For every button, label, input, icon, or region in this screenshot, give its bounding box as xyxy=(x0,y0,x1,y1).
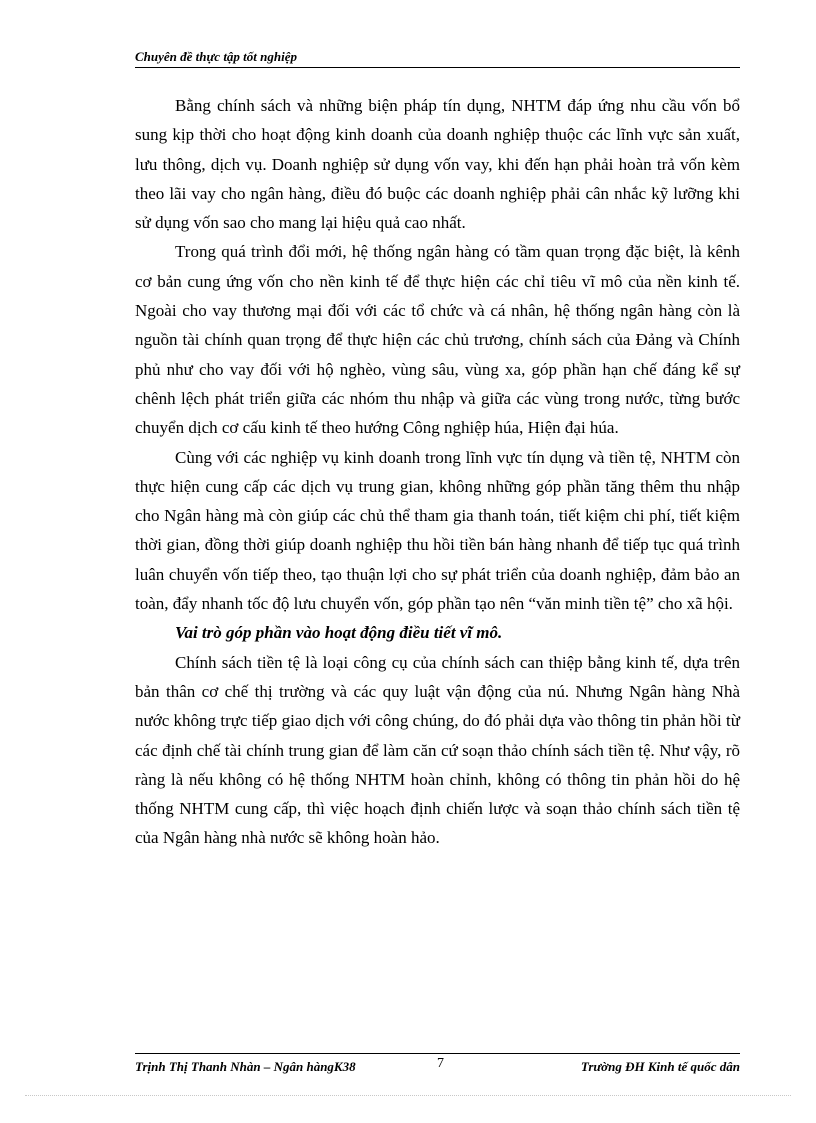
page-edge-divider xyxy=(25,1095,791,1096)
paragraph-credit-policy: Bằng chính sách và những biện pháp tín dụng, NHTM đáp ứng nhu cầu vốn bổ sung kịp thời cho hoạt động kinh doanh của doanh nghiệp thuộc các lĩnh vực sản xuất, lưu thông, dịch vụ. Doanh nghiệp sử dụng vốn vay, khi đến hạn phải hoàn trả vốn kèm theo lãi vay cho ngân hàng, điều đó buộc các doanh nghiệp phải cân nhắc kỹ lưỡng khi sử dụng vốn sao cho mang lại hiệu quả cao nhất. xyxy=(135,96,740,233)
footer-school: Trường ĐH Kinh tế quốc dân xyxy=(580,1059,740,1074)
paragraph-intermediary-services: Cùng với các nghiệp vụ kinh doanh trong lĩnh vực tín dụng và tiền tệ, NHTM còn thực hiện cung cấp các dịch vụ trung gian, không những góp phần tăng thêm thu nhập cho Ngân hàng mà còn giúp các chủ thể tham gia thanh toán, tiết kiệm chi phí, tiết kiệm thời gian, đồng thời giúp doanh nghiệp thu hồi tiền bán hàng nhanh để tiếp tục quá trình luân chuyển vốn tiếp theo, tạo thuận lợi cho sự phát triển của doanh nghiệp, đảm bảo an toàn, đẩy nhanh tốc độ lưu chuyển vốn, góp phần tạo nên “văn minh tiền tệ” cho xã hội. xyxy=(135,447,740,614)
footer-author: Trịnh Thị Thanh Nhàn – Ngân hàngK38 xyxy=(135,1059,356,1074)
document-body xyxy=(135,91,740,853)
paragraph-banking-system-role: Trong quá trình đổi mới, hệ thống ngân hàng có tầm quan trọng đặc biệt, là kênh cơ bản cung ứng vốn cho nền kinh tế để thực hiện các chỉ tiêu vĩ mô của nền kinh tế. Ngoài cho vay thương mại đối với các tổ chức và cá nhân, hệ thống ngân hàng còn là nguồn tài chính quan trọng để thực hiện các chủ trương, chính sách của Đảng và Chính phủ như cho vay đối với hộ nghèo, vùng sâu, vùng xa, góp phần hạn chế đáng kể sự chênh lệch phát triển giữa các nhóm thu nhập và giữa các vùng trong nước, từng bước chuyển dịch cơ cấu kinh tế theo hướng Công nghiệp húa, Hiện đại húa. xyxy=(135,242,740,438)
paragraph-monetary-policy: Chính sách tiền tệ là loại công cụ của chính sách can thiệp bằng kinh tế, dựa trên bản thân cơ chế thị trường và các quy luật vận động của nú. Nhưng Ngân hàng Nhà nước không trực tiếp giao dịch với công chúng, do đó phải dựa vào thông tin phản hồi từ các định chế tài chính trung gian để làm căn cứ soạn thảo chính sách tiền tệ. Như vậy, rõ ràng là nếu không có hệ thống NHTM hoàn chỉnh, không có thông tin phản hồi do hệ thống NHTM cung cấp, thì việc hoạch định chiến lược và soạn thảo chính sách tiền tệ của Ngân hàng nhà nước sẽ không hoàn hảo. xyxy=(135,652,740,848)
page-header xyxy=(135,49,740,65)
page-number: 7 xyxy=(437,1056,444,1071)
page-footer xyxy=(135,1053,740,1077)
header-rule xyxy=(135,67,740,68)
header-title: Chuyên đề thực tập tốt nghiệp xyxy=(135,49,297,64)
section-heading: Vai trò góp phần vào hoạt động điều tiết vĩ mô. xyxy=(175,623,503,643)
footer-rule xyxy=(135,1053,740,1054)
